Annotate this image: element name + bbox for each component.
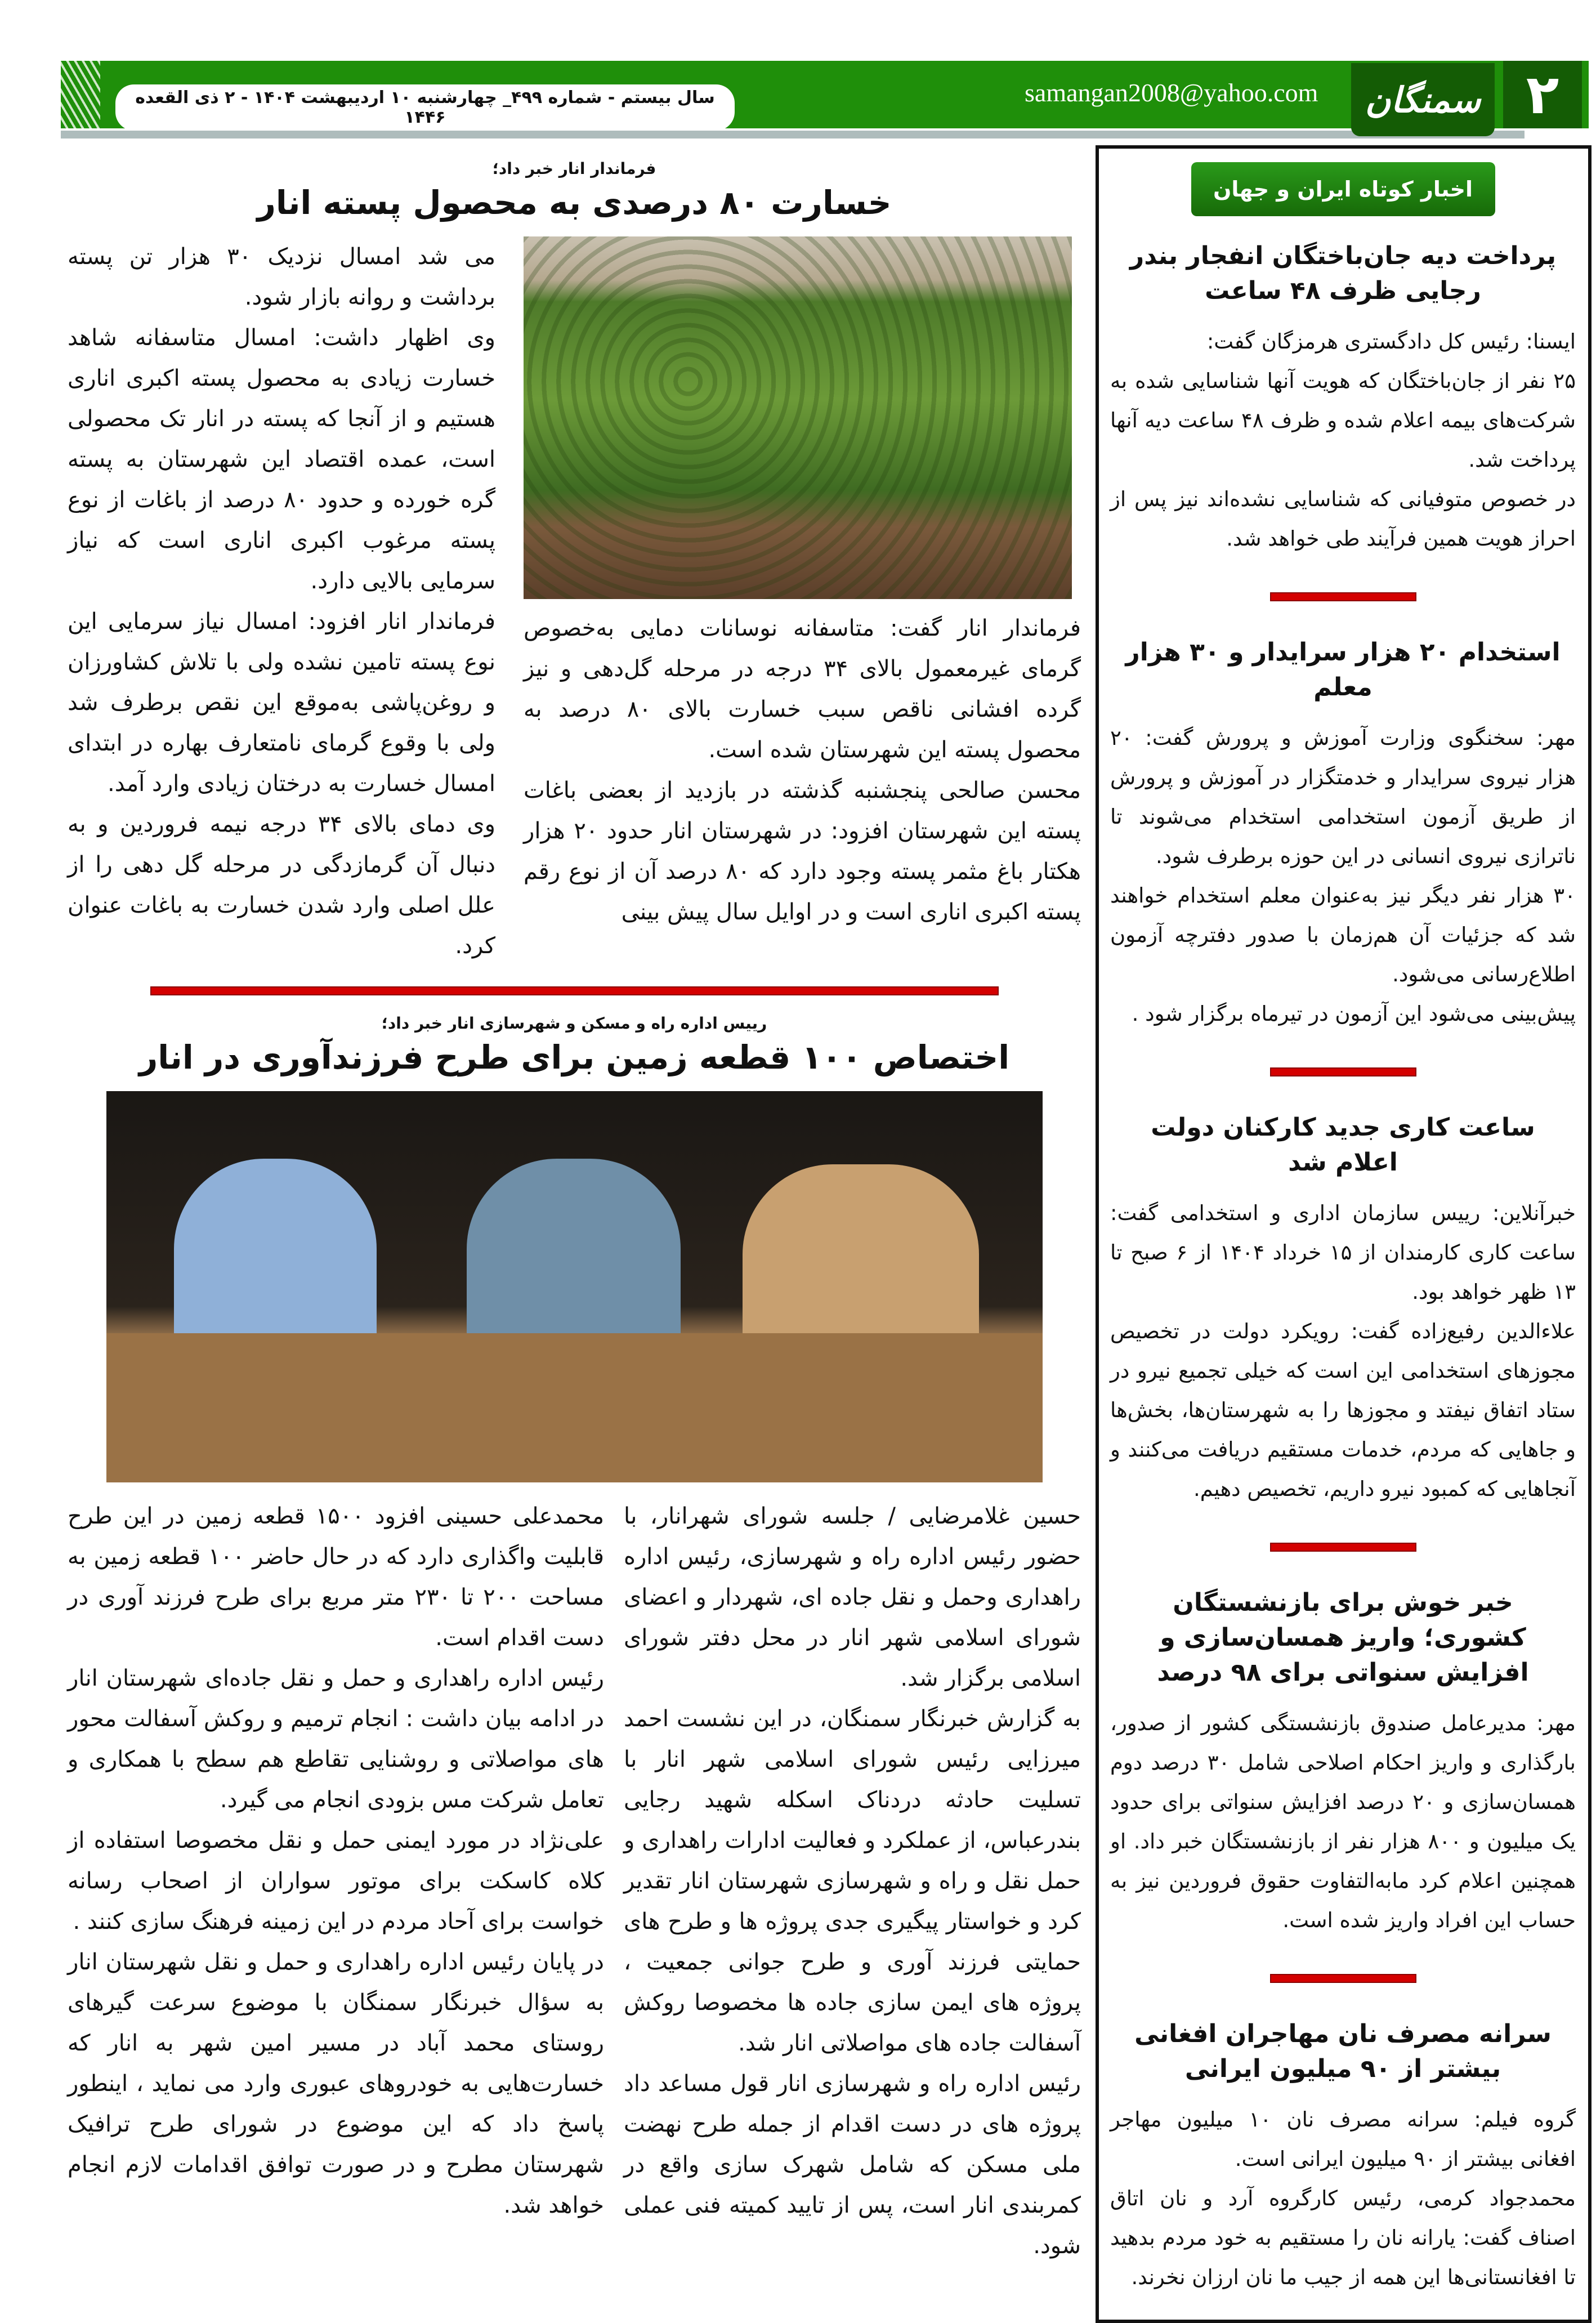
brief-body <box>1110 1194 1576 1509</box>
paragraph: ایسنا: رئیس کل دادگستری هرمزگان گفت: <box>1206 329 1576 354</box>
paragraph: محسن صالحی پنجشنبه گذشته در بازدید از بعضی باغات پسته این شهرستان افزود: در شهرستان انار حدود ۲۰ هزار هکتار باغ مثمر پسته وجود دارد که ۸۰ درصد آن از نوع رقم پسته اکبری اناری است و در اوایل سال پیش بینی <box>524 778 1081 925</box>
divider <box>150 986 999 995</box>
paragraph: علاءالدین رفیع‌زاده گفت: رویکرد دولت در تخصیص مجوزهای استخدامی این است که خیلی تجمیع نیرو در ستاد اتفاق نیفتد و مجوزها را به شهرستان‌ها، بخش‌ها و جاهایی که مردم، خدمات مستقیم دریافت می‌کنند و آنجاهایی که کمبود نیرو داریم، تخصیص دهیم. <box>1110 1319 1576 1501</box>
article1-body <box>68 236 1081 966</box>
article2-title: اختصاص ۱۰۰ قطعه زمین برای طرح فرزندآوری در انار <box>138 1038 1010 1076</box>
paragraph: وی اظهار داشت: امسال متاسفانه شاهد خسارت زیادی به محصول پسته اکبری اناری هستیم و از آنجا که پسته در انار تک محصولی است، عمده اقتصاد این شهرستان به پسته گره خورده و حدود ۸۰ درصد از باغات از نوع پسته مرغوب اکبری اناری است که نیاز سرمایی بالایی دارد. <box>68 325 495 594</box>
paragraph: ۲۵ نفر از جان‌باختگان که هویت آنها شناسایی شده به شرکت‌های بیمه اعلام شده و ظرف ۴۸ ساعت دیه آنها پرداخت شد. <box>1110 369 1576 472</box>
brief-body <box>1110 718 1576 1034</box>
page-number: ۲ <box>1503 61 1582 128</box>
brief-title: ساعت کاری جدید کارکنان دولت اعلام شد <box>1151 1113 1535 1177</box>
divider <box>1270 592 1416 601</box>
paragraph: در پایان رئیس اداره راهداری و حمل و نقل شهرستان انار به سؤال خبرنگار سمنگان با موضوع سرعت گیرهای روستای محمد آباد در مسیر امین شهر به انار که خسارت‌هایی به خودروهای عبوری وارد می نماید ، اینطور پاسخ داد که این موضوع در شورای طرح ترافیک شهرستان مطرح و در صورت توافق اقدامات لازم انجام خواهد شد. <box>68 1949 604 2218</box>
paragraph: فرماندار انار گفت: متاسفانه نوسانات دمایی به‌خصوص گرمای غیرمعمول بالای ۳۴ درجه در مرحله گل‌دهی و نیز گرده افشانی ناقص سبب خسارت بالای ۸۰ درصد به محصول پسته این شهرستان شده است. <box>524 615 1081 763</box>
article1-column-left <box>68 236 495 966</box>
paragraph: وی دمای بالای ۳۴ درجه نیمه فروردین و به دنبال آن گرمازدگی در مرحله گل دهی را از علل اصلی وارد شدن خسارت به باغات عنوان کرد. <box>68 811 495 959</box>
divider <box>1270 1974 1416 1983</box>
brief-body <box>1110 322 1576 559</box>
paragraph: حسین غلامرضایی / جلسه شورای شهرانار، با حضور رئیس اداره راه و شهرسازی، رئیس اداره راهداری وحمل و نقل جاده ای، شهردار و اعضای شورای اسلامی شهر انار در محل دفتر شورای اسلامی برگزار شد. <box>624 1503 1081 1691</box>
brief-body <box>1110 2100 1576 2297</box>
paragraph: ۳۰ هزار نفر دیگر نیز به‌عنوان معلم استخدام خواهند شد که جزئیات آن هم‌زمان با صدور دفترچه آزمون اطلاع‌رسانی می‌شود. <box>1110 883 1576 986</box>
article2-column-left <box>68 1496 604 2226</box>
divider <box>1270 1067 1416 1076</box>
brief-title: استخدام ۲۰ هزار سرایدار و ۳۰ هزار معلم <box>1125 638 1561 702</box>
paragraph: می شد امسال نزدیک ۳۰ هزار تن پسته برداشت و روانه بازار شود. <box>68 244 496 310</box>
main-column <box>68 158 1081 2266</box>
paragraph: رئیس اداره راهداری و حمل و نقل جاده‌ای شهرستان انار در ادامه بیان داشت : انجام ترمیم و روکش آسفالت محور های مواصلاتی و روشنایی تقاطع هم سطح با همکاری و تعامل شرکت مس بزودی انجام می گیرد. <box>68 1665 604 1813</box>
article1-column-under-photo <box>524 608 1081 932</box>
article2-column-right <box>624 1496 1081 2266</box>
article1-right-block <box>524 236 1081 932</box>
news-brief-sidebar <box>1096 145 1591 2323</box>
divider <box>1270 1543 1416 1552</box>
paragraph: فرماندار انار افزود: امسال نیاز سرمایی این نوع پسته تامین نشده ولی با تلاش کشاورزان و روغن‌پاشی به‌موقع این نقص برطرف شد ولی با وقوع گرمای نامتعارف بهاره در ابتدای امسال خسارت به درختان زیادی وارد آمد. <box>68 609 495 797</box>
masthead-shadow <box>61 131 1525 139</box>
article2-kicker: رییس اداره راه و مسکن و شهرسازی انار خبر داد؛ <box>381 1014 767 1033</box>
article2-body <box>68 1496 1081 2266</box>
paragraph: در خصوص متوفیانی که شناسایی نشده‌اند نیز پس از احراز هویت همین فرآیند طی خواهد شد. <box>1110 487 1576 551</box>
article1-title: خسارت ۸۰ درصدی به محصول پسته انار <box>257 184 892 222</box>
brief-body <box>1110 1704 1576 1940</box>
paragraph: علی‌نژاد در مورد ایمنی حمل و نقل مخصوصا استفاده از کلاه کاسکت برای موتور سواران از اصحاب رسانه خواست برای آحاد مردم در این زمینه فرهنگ سازی کنند . <box>68 1828 604 1935</box>
brief-title: پرداخت دیه جان‌باختگان انفجار بندر رجایی ظرف ۴۸ ساعت <box>1129 242 1557 305</box>
newspaper-logo: سمنگان <box>1351 63 1495 136</box>
paragraph: خبرآنلاین: رییس سازمان اداری و استخدامی گفت: ساعت کاری کارمندان از ۱۵ خرداد ۱۴۰۴ از ۶ صبح تا ۱۳ ظهر خواهد بود. <box>1110 1201 1576 1304</box>
dateline: سال بیستم - شماره ۴۹۹_ چهارشنبه ۱۰ اردیبهشت ۱۴۰۴ - ۲ ذی القعده ۱۴۴۶ <box>115 84 735 131</box>
paragraph: رئیس اداره راه و شهرسازی انار قول مساعد داد پروژه های در دست اقدام از جمله طرح نهضت ملی مسکن که شامل شهرک سازی واقع در کمربندی انار است، پس از تایید کمیته فنی عملی شود. <box>624 2071 1081 2259</box>
email-address: samangan2008@yahoo.com <box>1025 78 1318 107</box>
pistachio-orchard-photo <box>524 236 1072 599</box>
paragraph: مهر: سخنگوی وزارت آموزش و پرورش گفت: ۲۰ هزار نیروی سرایدار و خدمتگزار در آموزش و پرورش از طریق آزمون استخدامی استخدام می‌شوند تا ناترازی نیروی انسانی در این حوزه برطرف شود. <box>1110 726 1576 868</box>
decorative-stripes <box>61 61 100 128</box>
brief-title: خبر خوش برای بازنشستگان کشوری؛ واریز همسان‌سازی و افزایش سنواتی برای ۹۸ درصد <box>1157 1588 1529 1687</box>
brief-title: سرانه مصرف نان مهاجران افغانی بیشتر از ۹۰ میلیون ایرانی <box>1134 2020 1552 2083</box>
meeting-photo <box>106 1091 1043 1482</box>
paragraph: محمدعلی حسینی افزود ۱۵۰۰ قطعه زمین در این طرح قابلیت واگذاری دارد که در حال حاضر ۱۰۰ قطعه زمین به مساحت ۲۰۰ تا ۲۳۰ متر مربع برای طرح فرزند آوری در دست اقدام است. <box>68 1503 605 1651</box>
section-title: اخبار کوتاه ایران و جهان <box>1191 162 1495 216</box>
paragraph: محمدجواد کرمی، رئیس کارگروه آرد و نان اتاق اصناف گفت: یارانه نان را مستقیم به خود مردم بدهید تا افغانستانی‌ها این همه از جیب ما نان ارزان نخرند. <box>1110 2186 1576 2289</box>
paragraph: به گزارش خبرنگار سمنگان، در این نشست احمد میرزایی رئیس شورای اسلامی شهر انار با تسلیت حادثه دردناک اسکله شهید رجایی بندرعباس، از عملکرد و فعالیت ادارات راهداری و حمل نقل و راه و شهرسازی شهرستان انار تقدیر کرد و خواستار پیگیری جدی پروژه ها و طرح های حمایتی فرزند آوری و طرح جوانی جمعیت ، پروژه های ایمن سازی جاده ها مخصوصا روکش آسفالت جاده های مواصلاتی انار شد. <box>624 1706 1081 2056</box>
paragraph: پیش‌بینی می‌شود این آزمون در تیرماه برگزار شود . <box>1132 1002 1576 1026</box>
article1-kicker: فرماندار انار خبر داد؛ <box>492 159 656 178</box>
paragraph: مهر: مدیرعامل صندوق بازنشستگی کشور از صدور، بارگذاری و واریز احکام اصلاحی شامل ۳۰ درصد دوم همسان‌سازی و ۲۰ درصد افزایش سنواتی برای حدود یک میلیون و ۸۰۰ هزار نفر از بازنشستگان خبر داد. او همچنین اعلام کرد مابه‌التفاوت حقوق فروردین نیز به حساب این افراد واریز شده است. <box>1110 1711 1576 1932</box>
paragraph: گروه فیلم: سرانه مصرف نان ۱۰ میلیون مهاجر افغانی بیشتر از ۹۰ میلیون ایرانی است. <box>1110 2107 1576 2171</box>
